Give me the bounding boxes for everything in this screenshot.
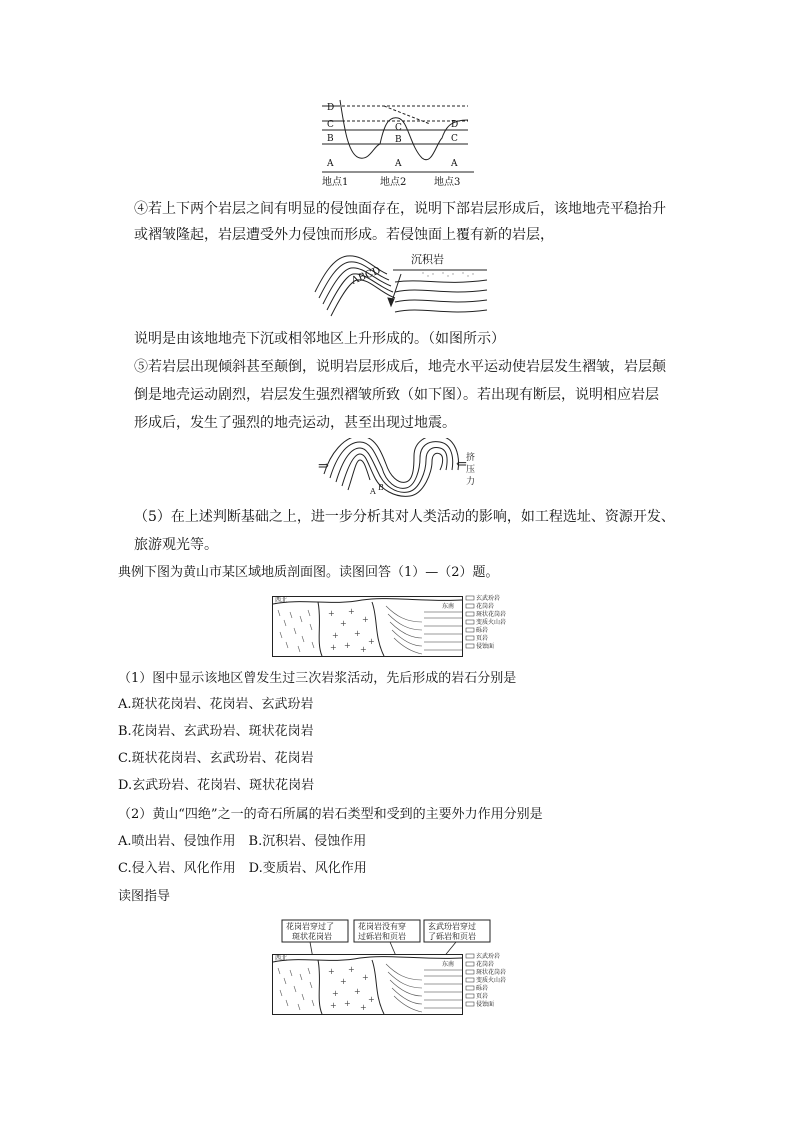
- paragraph-4-line-1: ④若上下两个岩层之间有明显的侵蚀面存在，说明下部岩层形成后，该地地壳平稳抬升: [134, 201, 666, 217]
- sedimentary-rock-label: 沉积岩: [411, 253, 444, 266]
- svg-text:+: +: [344, 641, 351, 650]
- question-1-stem: （1）图中显示该地区曾发生过三次岩浆活动，先后形成的岩石分别是: [118, 671, 517, 686]
- annotated-legend-porphyritic-granite: 斑状花岗岩: [476, 969, 507, 976]
- svg-text:+: +: [368, 637, 375, 646]
- callout-1-line-1: 花岗岩穿过了: [286, 922, 334, 931]
- fold-label-b: B: [378, 483, 384, 492]
- question-2-options-cd: C.侵入岩、风化作用 D.变质岩、风化作用: [118, 861, 367, 876]
- location-3-label: 地点3: [434, 177, 461, 188]
- layer-d-right: D: [451, 120, 459, 130]
- question-2-stem: （2）黄山“四绝”之一的奇石所属的岩石类型和受到的主要外力作用分别是: [118, 807, 543, 822]
- layer-letters-abcd: ABCD: [350, 265, 383, 287]
- svg-text:+: +: [354, 629, 361, 638]
- svg-text:+: +: [332, 989, 339, 998]
- example-title: 典例下图为黄山市某区域地质剖面图。读图回答（1）—（2）题。: [118, 565, 499, 580]
- question-1-option-d: D.玄武玢岩、花岗岩、斑状花岗岩: [118, 778, 315, 793]
- profile-direction-se: 东南: [442, 603, 455, 610]
- legend-granite: 花岗岩: [476, 603, 495, 610]
- force-char-2: 压: [466, 465, 476, 475]
- layer-a-right: A: [451, 159, 458, 169]
- layer-c-mid: C: [395, 123, 402, 133]
- annotated-legend-metamorphic-volcanic: 变质火山岩: [476, 977, 507, 984]
- svg-text:+: +: [328, 609, 335, 618]
- annotated-legend-basalt-porphyrite: 玄武玢岩: [476, 953, 501, 960]
- annotated-direction-nw: 西北: [275, 955, 288, 962]
- question-2-options-ab: A.喷出岩、侵蚀作用 B.沉积岩、侵蚀作用: [118, 834, 367, 849]
- callout-1-line-2: 斑状花岗岩: [292, 932, 332, 941]
- overturned-fold-figure: [316, 438, 482, 498]
- annotated-direction-se: 东南: [442, 961, 455, 968]
- legend-conglomerate: 砾岩: [476, 627, 489, 634]
- svg-text:+: +: [368, 995, 375, 1004]
- legend-porphyritic-granite: 斑状花岗岩: [476, 611, 507, 618]
- arrow-left-icon: ⇐: [456, 457, 467, 472]
- question-1-option-c: C.斑状花岗岩、玄武玢岩、花岗岩: [118, 751, 314, 766]
- legend-erosion-surface: 侵蚀面: [476, 643, 495, 650]
- svg-text:+: +: [348, 965, 355, 974]
- layer-correlation-figure: [318, 96, 478, 190]
- paragraph-5-line-1: ⑤若岩层出现倾斜甚至颠倒，说明岩层形成后，地壳水平运动使岩层发生褶皱，岩层颠: [134, 359, 666, 375]
- svg-text:+: +: [360, 1003, 367, 1012]
- paragraph-4-line-2: 或褶皱隆起，岩层遭受外力侵蚀而形成。若侵蚀面上覆有新的岩层，: [134, 227, 554, 243]
- svg-text:+: +: [340, 619, 347, 628]
- layer-c-left: C: [327, 120, 334, 130]
- layer-d-left: D: [327, 103, 335, 113]
- arrow-right-icon: ⇒: [318, 459, 329, 474]
- annotated-legend-erosion-surface: 侵蚀面: [476, 1001, 495, 1008]
- legend-basalt-porphyrite: 玄武玢岩: [476, 595, 501, 602]
- location-1-label: 地点1: [322, 177, 349, 188]
- layer-a-mid: A: [395, 159, 402, 169]
- layer-c-right: C: [451, 134, 458, 144]
- paragraph-5-line-3: 形成后，发生了强烈的地壳运动，甚至出现过地震。: [134, 415, 456, 431]
- svg-text:+: +: [328, 967, 335, 976]
- svg-text:+: +: [344, 999, 351, 1008]
- annotated-legend-conglomerate: 砾岩: [476, 985, 489, 992]
- item-5-line-2: 旅游观光等。: [134, 537, 218, 553]
- callout-3-line-2: 了砾岩和页岩: [428, 932, 476, 941]
- layer-a-left: A: [327, 159, 334, 169]
- annotated-profile-figure: [270, 918, 522, 1018]
- legend-metamorphic-volcanic: 变质火山岩: [476, 619, 507, 626]
- svg-text:+: +: [360, 645, 367, 654]
- svg-text:+: +: [330, 643, 337, 652]
- svg-text:+: +: [348, 607, 355, 616]
- force-char-1: 挤: [466, 453, 476, 463]
- paragraph-5-line-2: 倒是地壳运动剧烈，岩层发生强烈褶皱所致（如下图）。若出现有断层，说明相应岩层: [134, 387, 659, 403]
- svg-text:+: +: [362, 973, 369, 982]
- question-1-option-b: B.花岗岩、玄武玢岩、斑状花岗岩: [118, 724, 314, 739]
- layer-b-left: B: [327, 134, 334, 144]
- guide-title: 读图指导: [118, 889, 171, 904]
- svg-text:+: +: [330, 1001, 337, 1010]
- svg-text:+: +: [340, 977, 347, 986]
- location-2-label: 地点2: [380, 177, 407, 188]
- paragraph-4-line-3: 说明是由该地地壳下沉或相邻地区上升形成的。（如图所示）: [134, 331, 505, 347]
- callout-3-line-1: 玄武玢岩穿过: [428, 922, 476, 931]
- item-5-line-1: （5）在上述判断基础之上，进一步分析其对人类活动的影响，如工程选址、资源开发、: [134, 509, 675, 525]
- geological-profile-figure: [272, 592, 522, 658]
- svg-text:+: +: [332, 631, 339, 640]
- annotated-legend-granite: 花岗岩: [476, 961, 495, 968]
- svg-text:+: +: [362, 615, 369, 624]
- annotated-legend-shale: 页岩: [476, 993, 489, 1000]
- callout-2-line-1: 花岗岩没有穿: [358, 922, 406, 931]
- question-1-option-a: A.斑状花岗岩、花岗岩、玄武玢岩: [118, 697, 314, 712]
- fold-label-a: A: [370, 487, 376, 496]
- legend-shale: 页岩: [476, 635, 489, 642]
- layer-b-mid: B: [395, 135, 402, 145]
- callout-2-line-2: 过砾岩和页岩: [358, 932, 406, 941]
- force-char-3: 力: [466, 477, 476, 487]
- profile-direction-nw: 西北: [275, 597, 288, 604]
- unconformity-figure: [313, 246, 489, 326]
- svg-text:+: +: [354, 987, 361, 996]
